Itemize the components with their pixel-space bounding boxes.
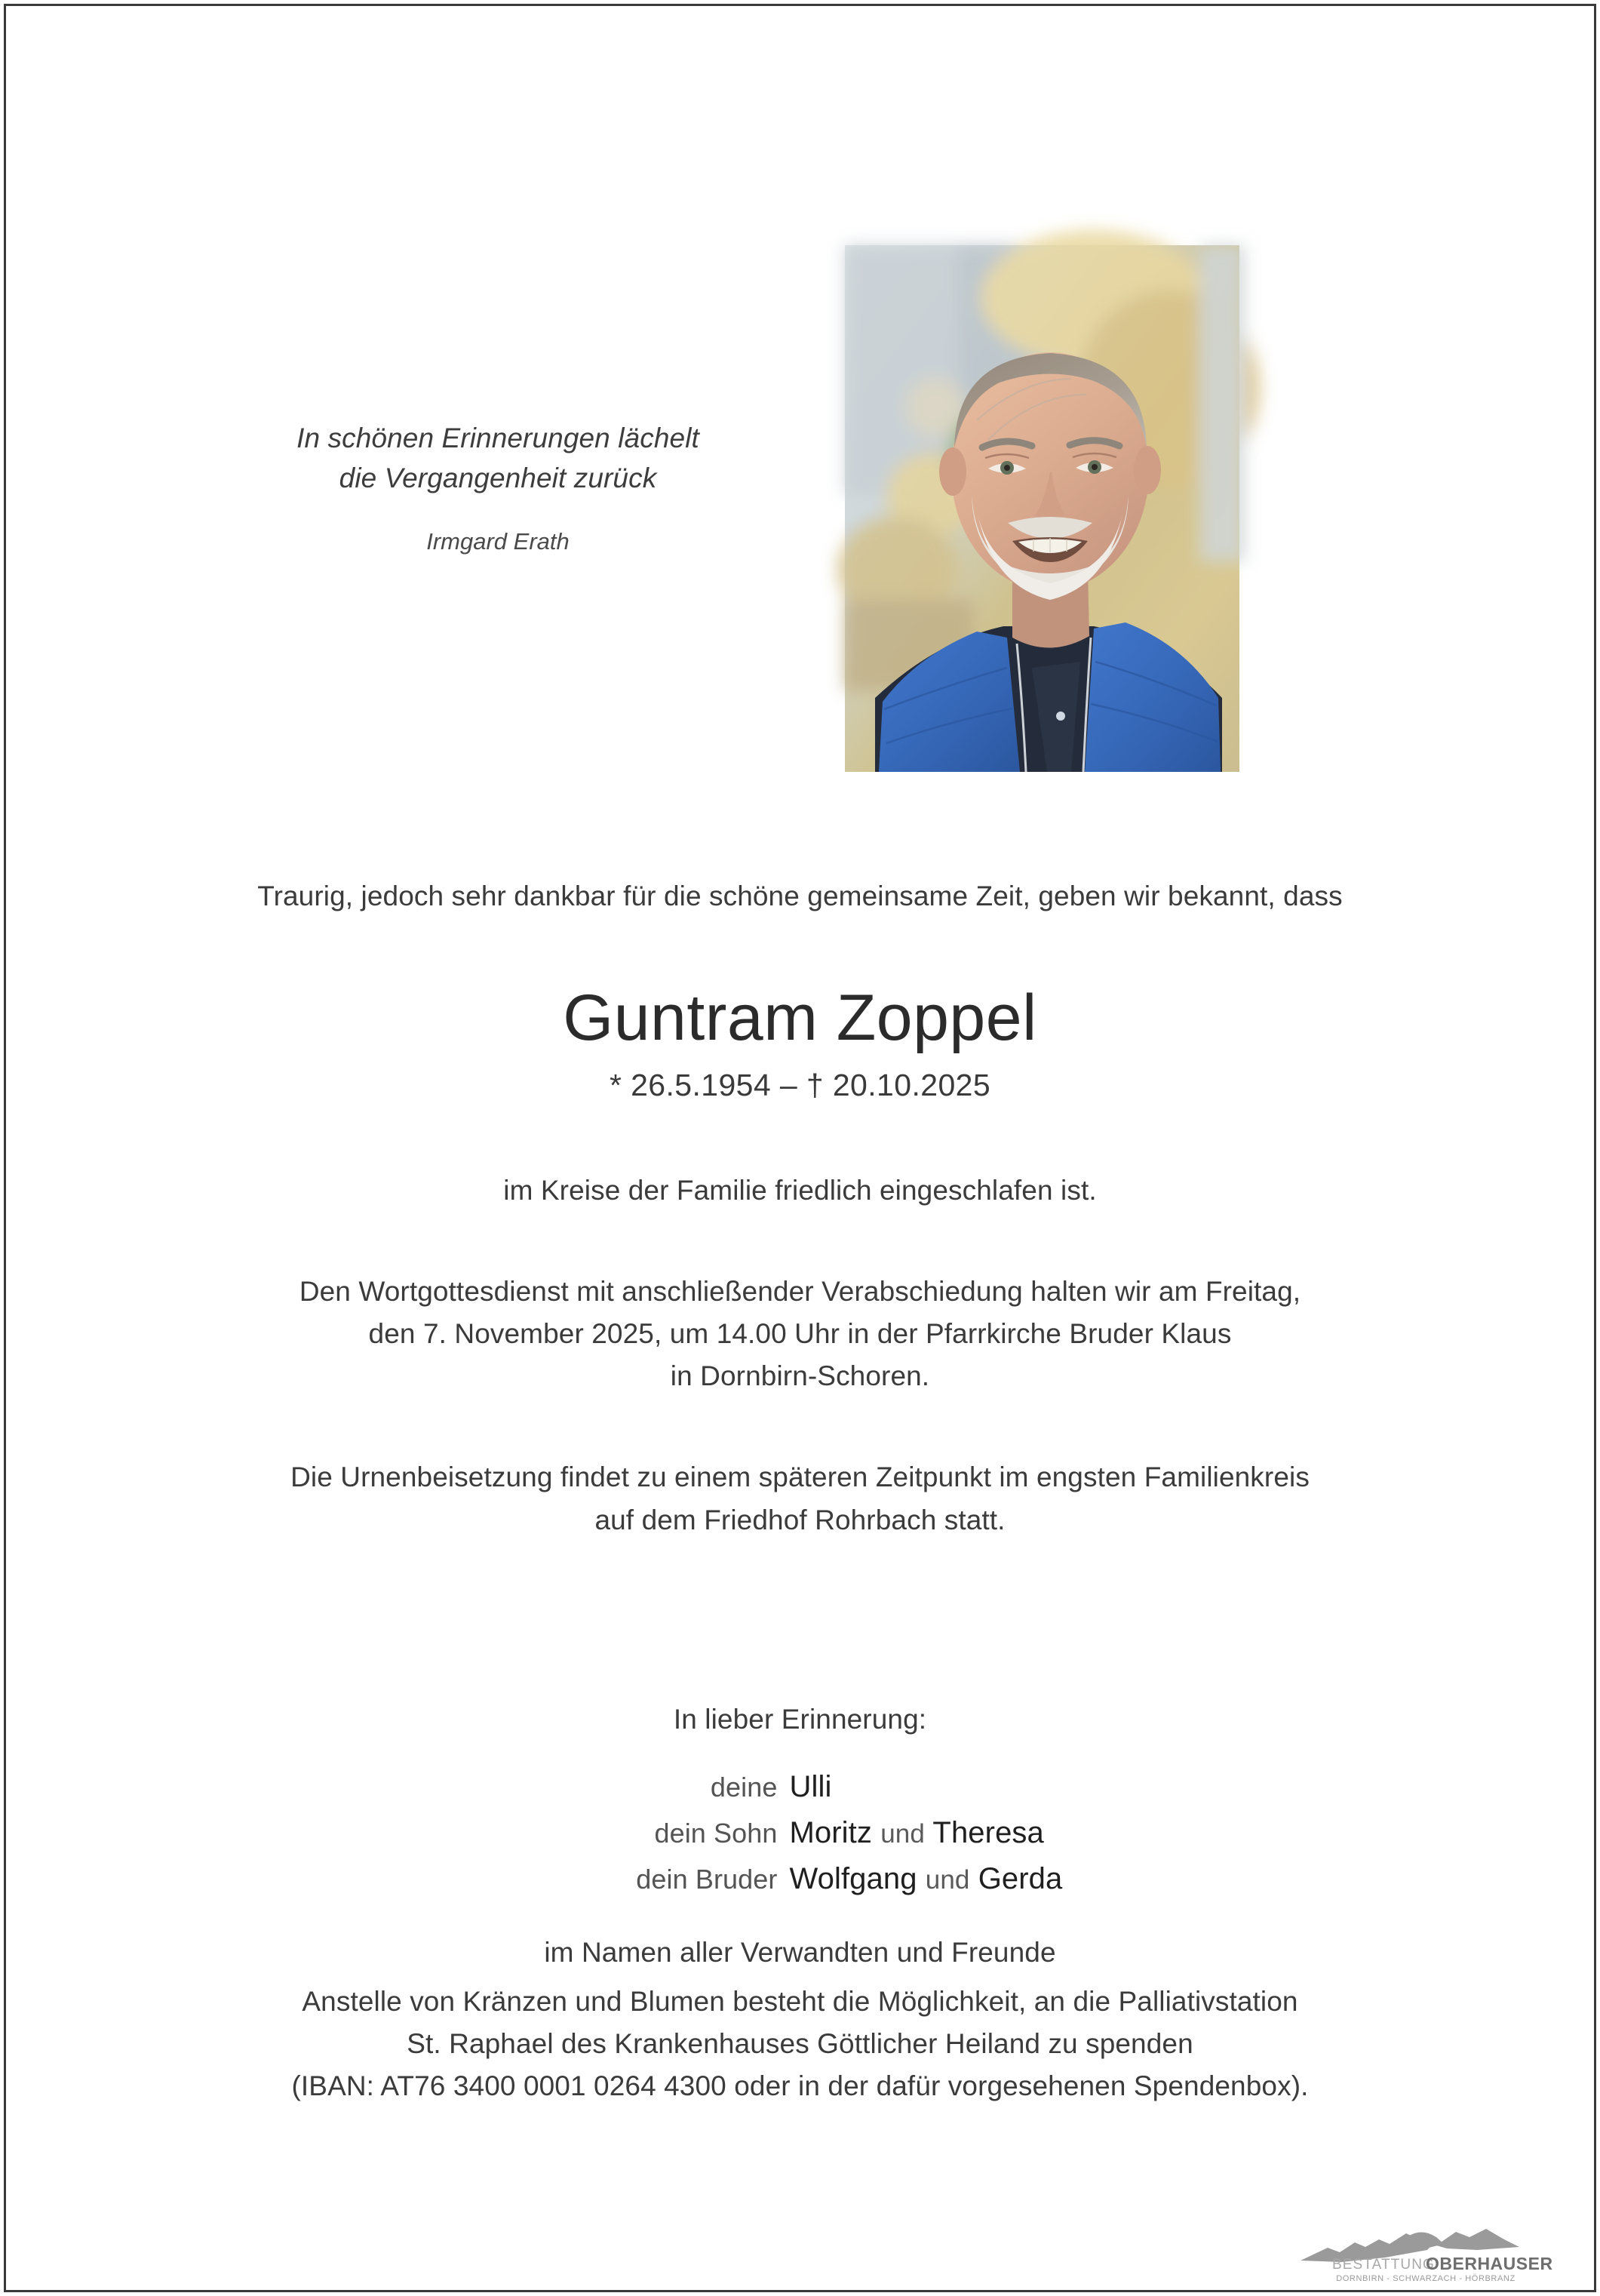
logo-word-light: BESTATTUNG xyxy=(1332,2257,1435,2273)
urn-line-2: auf dem Friedhof Rohrbach statt. xyxy=(594,1504,1006,1535)
family-name-1: Wolfgang xyxy=(789,1862,917,1895)
family-names xyxy=(790,1862,1178,1896)
family-row xyxy=(423,1816,1178,1850)
funeral-home-logo xyxy=(1296,2211,1556,2283)
service-details xyxy=(113,1271,1487,1398)
family-name-1: Moritz xyxy=(789,1816,872,1849)
memorial-quote xyxy=(226,419,769,555)
intro-line: Traurig, jedoch sehr dankbar für die schöne gemeinsame Zeit, geben wir bekannt, dass xyxy=(257,881,1343,911)
portrait-illustration xyxy=(845,245,1239,772)
donation-line-3: (IBAN: AT76 3400 0001 0264 4300 oder in der dafür vorgesehenen Spendenbox). xyxy=(291,2070,1309,2102)
logo-locations: DORNBIRN - SCHWARZACH - HÖRBRANZ xyxy=(1336,2274,1516,2283)
family-names xyxy=(790,1816,1178,1850)
family-section xyxy=(113,1704,1487,1969)
service-line-3: in Dornbirn-Schoren. xyxy=(670,1360,930,1392)
family-conjunction: und xyxy=(880,1819,925,1849)
donation-section xyxy=(113,1981,1487,2108)
quote-line-1: In schönen Erinnerungen lächelt xyxy=(296,423,699,453)
announcement-body xyxy=(113,875,1487,1541)
quote-author: Irmgard Erath xyxy=(426,528,570,555)
family-name-2: Theresa xyxy=(932,1816,1044,1849)
passing-line: im Kreise der Familie friedlich eingeschlafen ist. xyxy=(503,1174,1097,1206)
service-line-1: Den Wortgottesdienst mit anschließender Verabschiedung halten wir am Freitag, xyxy=(299,1275,1301,1307)
urn-line-1: Die Urnenbeisetzung findet zu einem späteren Zeitpunkt im engsten Familienkreis xyxy=(290,1462,1310,1493)
life-dates: * 26.5.1954 – † 20.10.2025 xyxy=(609,1067,991,1102)
family-names xyxy=(790,1770,1178,1804)
logo-word-bold: OBERHAUSER xyxy=(1426,2254,1553,2273)
portrait-photo xyxy=(845,245,1239,772)
family-name-1: Ulli xyxy=(789,1770,832,1803)
family-closing-line: im Namen aller Verwandten und Freunde xyxy=(544,1937,1056,1968)
family-relation: dein Sohn xyxy=(654,1818,778,1849)
donation-line-2: St. Raphael des Krankenhauses Göttlicher Heiland zu spenden xyxy=(407,2028,1193,2060)
family-row xyxy=(423,1770,1178,1804)
family-rows xyxy=(113,1770,1487,1896)
quote-line-2: die Vergangenheit zurück xyxy=(339,462,657,493)
service-line-2: den 7. November 2025, um 14.00 Uhr in der Pfarrkirche Bruder Klaus xyxy=(368,1318,1232,1349)
family-relation: dein Bruder xyxy=(636,1864,778,1895)
family-relation: deine xyxy=(710,1772,778,1803)
logo-graphic xyxy=(1296,2211,1556,2283)
family-conjunction: und xyxy=(925,1865,970,1895)
family-heading: In lieber Erinnerung: xyxy=(673,1704,927,1735)
donation-line-1: Anstelle von Kränzen und Blumen besteht die Möglichkeit, an die Palliativstation xyxy=(302,1986,1298,2017)
deceased-name: Guntram Zoppel xyxy=(563,982,1037,1055)
urn-burial-details xyxy=(113,1456,1487,1541)
family-name-2: Gerda xyxy=(978,1862,1063,1895)
family-row xyxy=(423,1862,1178,1896)
